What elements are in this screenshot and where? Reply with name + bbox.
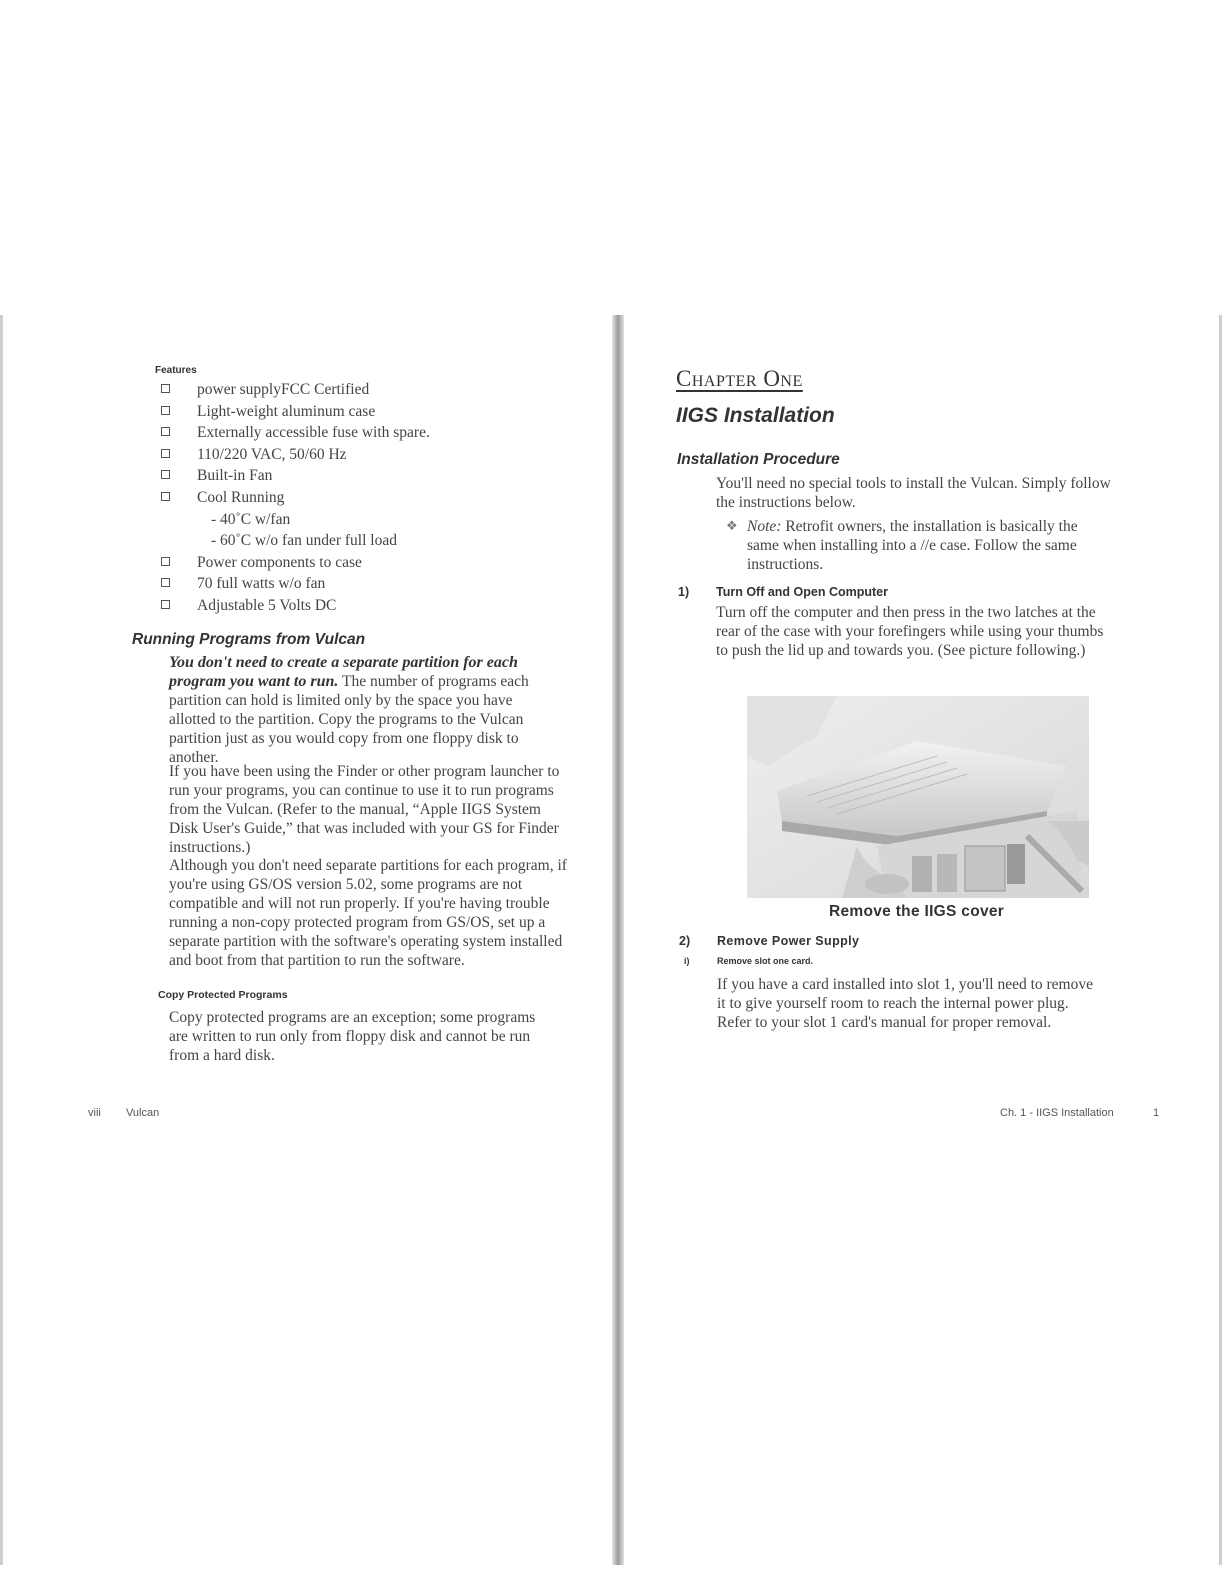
running-paragraph-3: Although you don't need separate partitions for each program, if you're using GS/OS version 5.02, some programs are not compatible and will not run properly. If you're having trouble running a non-copy protected program from GS/OS, set up a separate partition with the software's operating system installed and boot from that partition to run the software. bbox=[169, 857, 567, 969]
feature-item: Power components to case bbox=[155, 554, 575, 576]
left-footer-title: Vulcan bbox=[126, 1107, 160, 1119]
photo-iigs-cover-removal bbox=[747, 696, 1089, 898]
right-scan-edge bbox=[1219, 315, 1222, 1565]
step-1-number: 1) bbox=[678, 585, 690, 599]
checkbox-icon bbox=[161, 427, 170, 436]
feature-item: power supplyFCC Certified bbox=[155, 381, 575, 403]
intro-paragraph: You'll need no special tools to install the Vulcan. Simply follow the instructions below. bbox=[716, 475, 1111, 511]
figure-caption: Remove the IIGS cover bbox=[829, 903, 1005, 920]
step-2-number: 2) bbox=[679, 934, 691, 948]
feature-subitem: - 40˚C w/fan bbox=[211, 510, 291, 528]
note-paragraph: Note: Retrofit owners, the installation is basically the same when installing into a //e case. Follow the same instructions. bbox=[747, 518, 1078, 573]
diamond-bullet-icon: ❖ bbox=[726, 518, 738, 533]
running-paragraph-1: You don't need to create a separate partition for each program you want to run. The number of programs each partition can hold is limited only by the space you have allotted to the partition. Copy the programs to the Vulcan partition just as you would copy from one floppy disk to another. bbox=[169, 654, 529, 766]
running-paragraph-2: If you have been using the Finder or other program launcher to run your programs, you can continue to use it to run programs from the Vulcan. (Refer to the manual, “Apple IIGS System Disk User's Guide,” that was included with your GS for Finder instructions.) bbox=[169, 763, 560, 856]
checkbox-icon bbox=[161, 406, 170, 415]
checkbox-icon bbox=[161, 557, 170, 566]
installation-procedure-heading: Installation Procedure bbox=[677, 451, 840, 468]
step-2-title: Remove Power Supply bbox=[717, 934, 860, 948]
feature-item: Externally accessible fuse with spare. bbox=[155, 424, 575, 446]
step-1-paragraph: Turn off the computer and then press in the two latches at the rear of the case with your forefingers while using your thumbs to push the lid up and towards you. (See picture following.) bbox=[716, 604, 1104, 659]
feature-item: 110/220 VAC, 50/60 Hz bbox=[155, 446, 575, 468]
copy-protected-heading: Copy Protected Programs bbox=[158, 989, 288, 1001]
feature-item: 70 full watts w/o fan bbox=[155, 575, 575, 597]
left-scan-edge bbox=[0, 315, 3, 1565]
substep-i-number: i) bbox=[684, 956, 690, 966]
right-footer-page-number: 1 bbox=[1153, 1107, 1160, 1119]
checkbox-icon bbox=[161, 384, 170, 393]
right-footer-title: Ch. 1 - IIGS Installation bbox=[1000, 1107, 1114, 1119]
features-heading: Features bbox=[155, 365, 197, 376]
substep-i-title: Remove slot one card. bbox=[717, 956, 814, 966]
features-list bbox=[155, 381, 575, 619]
feature-item: Cool Running bbox=[155, 489, 575, 511]
chapter-subtitle: IIGS Installation bbox=[676, 404, 835, 427]
substep-i-paragraph: If you have a card installed into slot 1, you'll need to remove it to give yourself room to reach the internal power plug. Refer to your slot 1 card's manual for proper removal. bbox=[717, 976, 1093, 1031]
copy-protected-paragraph: Copy protected programs are an exception; some programs are written to run only from floppy disk and cannot be run from a hard disk. bbox=[169, 1009, 536, 1064]
step-1-title: Turn Off and Open Computer bbox=[716, 585, 888, 599]
checkbox-icon bbox=[161, 449, 170, 458]
checkbox-icon bbox=[161, 492, 170, 501]
spine-shadow bbox=[612, 315, 624, 1565]
feature-item: Light-weight aluminum case bbox=[155, 403, 575, 425]
feature-subitem: - 60˚C w/o fan under full load bbox=[211, 532, 397, 550]
left-footer-page-number: viii bbox=[88, 1107, 101, 1119]
checkbox-icon bbox=[161, 600, 170, 609]
feature-item: Adjustable 5 Volts DC bbox=[155, 597, 575, 619]
chapter-title: Chapter One bbox=[676, 366, 803, 391]
running-programs-heading: Running Programs from Vulcan bbox=[132, 631, 366, 648]
checkbox-icon bbox=[161, 578, 170, 587]
feature-item: Built-in Fan bbox=[155, 467, 575, 489]
checkbox-icon bbox=[161, 470, 170, 479]
